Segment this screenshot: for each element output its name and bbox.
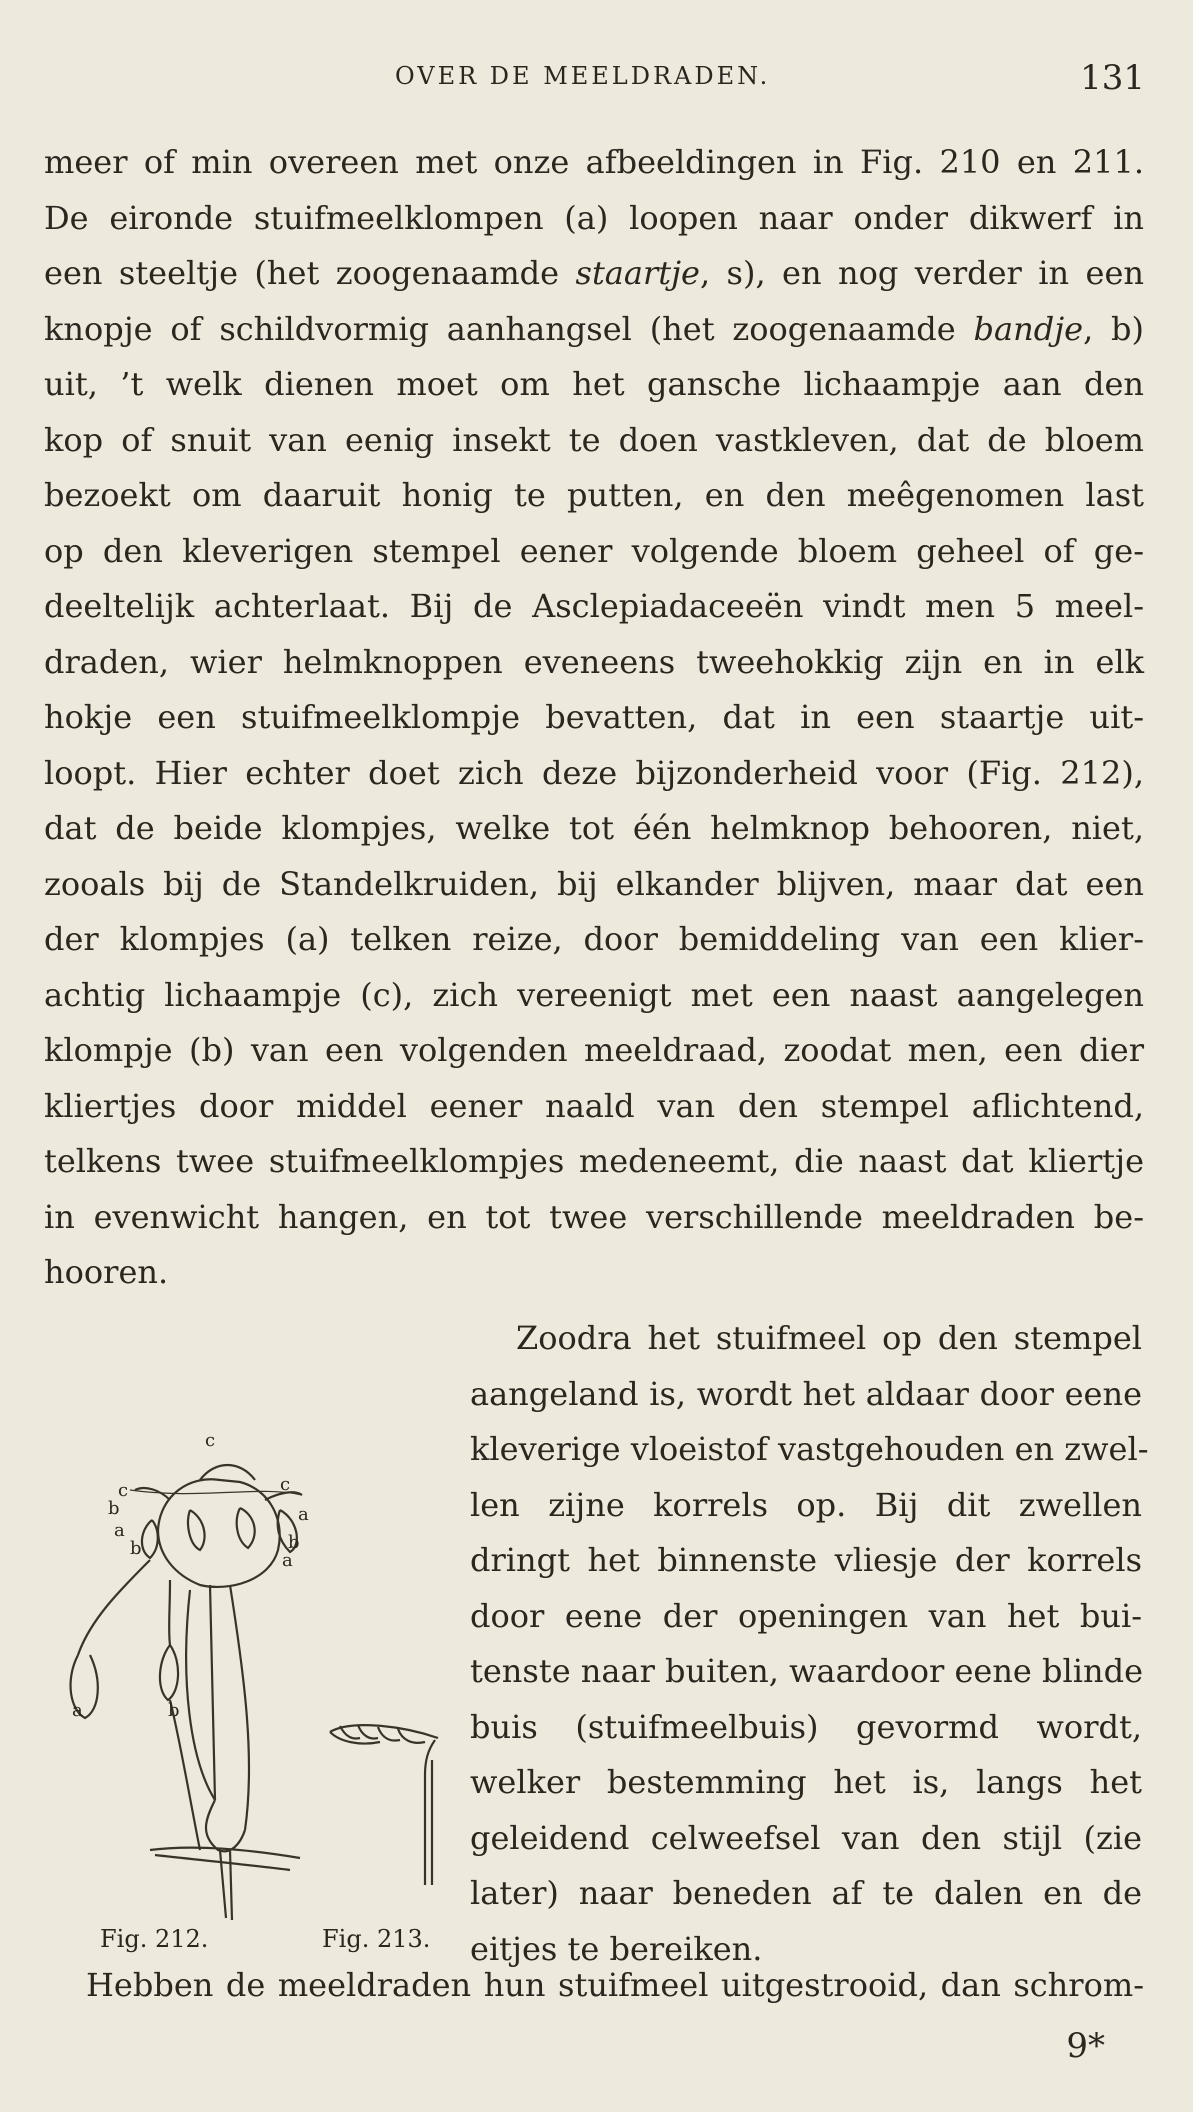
text-line: later) naar beneden af te dalen en de	[470, 1874, 1142, 1912]
text-line: aangeland is, wordt het aldaar door eene	[470, 1374, 1142, 1413]
label-b-bottom: b	[168, 1700, 180, 1721]
page-number: 131	[1080, 58, 1145, 98]
text-line: De eironde stuifmeelklompen (a) loopen naar onder dikwerf in	[44, 198, 1144, 237]
label-a-right2: a	[282, 1550, 293, 1571]
fig-213-caption: Fig. 213.	[322, 1925, 431, 1953]
text-line: buis (stuifmeelbuis) gevormd wordt,	[470, 1707, 1142, 1746]
text-line: uit, ’t welk dienen moet om het gansche lichaampje aan den	[44, 365, 1144, 403]
text-line: kleverige vloeistof vastgehouden en zwel-	[470, 1430, 1149, 1468]
text-line: zooals bij de Standelkruiden, bij elkander blijven, maar dat een	[44, 864, 1144, 903]
text-line: kop of snuit van eenig insekt te doen vastkleven, dat de bloem	[44, 420, 1144, 459]
text-line: knopje of schildvormig aanhangsel (het zoogenaamde bandje, b)	[44, 309, 1145, 348]
label-b-right: b	[288, 1532, 300, 1553]
text-line: welker bestemming het is, langs het	[470, 1763, 1142, 1801]
text-line: deeltelijk achterlaat. Bij de Asclepiadaceeën vindt men 5 meel-	[44, 587, 1144, 625]
signature-mark: 9*	[1066, 2026, 1105, 2066]
fig-213-drawing	[330, 1725, 438, 1885]
fig-212-labels	[72, 1430, 309, 1721]
figure-area	[40, 1380, 460, 1940]
text-line: achtig lichaampje (c), zich vereenigt met een naast aangelegen	[44, 975, 1144, 1014]
label-c-top: c	[205, 1430, 216, 1451]
text-line: dat de beide klompjes, welke tot één helmknop behooren, niet,	[44, 809, 1144, 847]
label-a-right: a	[298, 1504, 309, 1525]
text-line: draden, wier helmknoppen eveneens tweehokkig zijn en in elk	[44, 642, 1144, 681]
label-a-left: a	[114, 1520, 125, 1541]
text-line: bezoekt om daaruit honig te putten, en den meêgenomen last	[44, 476, 1144, 514]
running-title: OVER DE MEELDRADEN.	[395, 62, 771, 90]
text-line: tenste naar buiten, waardoor eene blinde	[470, 1652, 1144, 1690]
text-line: op den kleverigen stempel eener volgende bloem geheel of ge-	[44, 531, 1144, 570]
label-b-left2: b	[130, 1538, 142, 1559]
text-line: klompje (b) van een volgenden meeldraad, zoodat men, een dier	[44, 1031, 1144, 1069]
fig-212-caption: Fig. 212.	[100, 1925, 209, 1953]
label-c-right: c	[280, 1474, 291, 1495]
text-line: geleidend celweefsel van den stijl (zie	[470, 1818, 1142, 1857]
figure-illustration	[40, 1380, 460, 1940]
label-a-bottom: a	[72, 1700, 83, 1721]
text-line: hooren.	[44, 1253, 169, 1291]
text-line: loopt. Hier echter doet zich deze bijzonderheid voor (Fig. 212),	[44, 753, 1144, 792]
text-line: telkens twee stuifmeelklompjes medeneemt, die naast dat kliertje	[44, 1142, 1144, 1180]
text-line: len zijne korrels op. Bij dit zwellen	[470, 1485, 1142, 1524]
text-line: dringt het binnenste vliesje der korrels	[470, 1541, 1142, 1579]
text-line: eitjes te bereiken.	[470, 1929, 763, 1968]
text-line: der klompjes (a) telken reize, door bemiddeling van een klier-	[44, 920, 1144, 958]
text-line: hokje een stuifmeelklompje bevatten, dat in een staartje uit-	[44, 698, 1144, 736]
text-line: in evenwicht hangen, en tot twee verschillende meeldraden be-	[44, 1197, 1144, 1236]
text-line: een steeltje (het zoogenaamde staartje, s), en nog verder in een	[44, 254, 1145, 292]
text-line: kliertjes door middel eener naald van den stempel aflichtend,	[44, 1086, 1144, 1125]
text-line: Zoodra het stuifmeel op den stempel	[516, 1319, 1142, 1357]
label-b-left: b	[108, 1498, 120, 1519]
fig-212-drawing	[71, 1465, 302, 1920]
running-header	[0, 58, 1193, 102]
label-c-left: c	[118, 1480, 129, 1501]
side-paragraph	[470, 1311, 1149, 1977]
text-line: door eene der openingen van het bui-	[470, 1596, 1142, 1635]
bottom-line: Hebben de meeldraden hun stuifmeel uitgestrooid, dan schrom-	[86, 1966, 1144, 2004]
main-paragraph	[44, 135, 1144, 1301]
text-line: meer of min overeen met onze afbeeldingen in Fig. 210 en 211.	[44, 143, 1144, 181]
